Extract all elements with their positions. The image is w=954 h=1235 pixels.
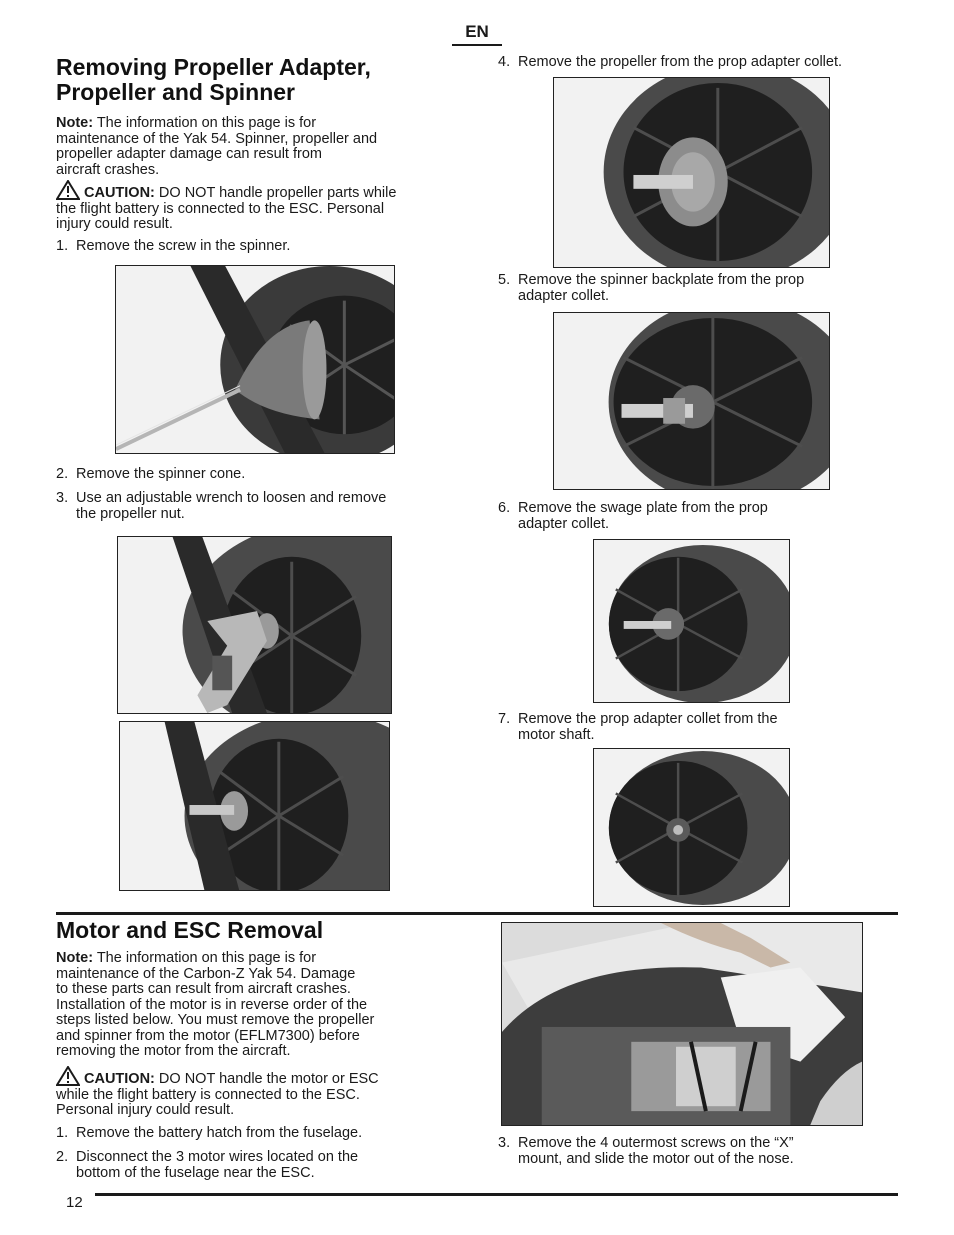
photo-collet-removed <box>593 748 790 907</box>
step-3: 3. Use an adjustable wrench to loosen and remove the propeller nut. <box>56 490 387 522</box>
section1-title <box>56 55 371 105</box>
photo-prop-nut-removed <box>119 721 390 891</box>
section-divider <box>56 912 898 915</box>
step-1: 1. Remove the screw in the spinner. <box>56 238 291 254</box>
section1-title-line2: Propeller and Spinner <box>56 79 295 105</box>
warning-triangle-icon <box>56 180 80 200</box>
page-number: 12 <box>66 1194 83 1211</box>
motor-step-2: 2. Disconnect the 3 motor wires located on the bottom of the fuselage near the ESC. <box>56 1149 359 1181</box>
language-tag: EN <box>452 22 502 46</box>
motor-step-1: 1. Remove the battery hatch from the fuselage. <box>56 1125 363 1141</box>
step-7: 7. Remove the prop adapter collet from the motor shaft. <box>498 711 778 743</box>
section2-title: Motor and ESC Removal <box>56 917 324 943</box>
step-6: 6. Remove the swage plate from the prop adapter collet. <box>498 500 768 532</box>
step-4: 4. Remove the propeller from the prop adapter collet. <box>498 54 843 70</box>
warning-triangle-icon <box>56 1066 80 1086</box>
motor-step-3: 3. Remove the 4 outermost screws on the “X” mount, and slide the motor out of the nose. <box>498 1135 794 1167</box>
photo-backplate-removed <box>553 312 830 490</box>
section2-note: Note: The information on this page is for maintenance of the Carbon-Z Yak 54. Damage to these parts can result from aircraft crashes. Installation of the motor is in reverse order of the steps listed below. You must remove the propeller and spinner from the motor (EFLM7300) before removing the motor from the aircraft. <box>56 950 375 1059</box>
step-2: 2. Remove the spinner cone. <box>56 466 246 482</box>
footer-rule <box>95 1193 898 1196</box>
section2-caution: CAUTION: DO NOT handle the motor or ESC while the flight battery is connected to the ESC. Personal injury could result. <box>56 1066 476 1119</box>
section1-title-line1: Removing Propeller Adapter, <box>56 54 371 80</box>
photo-wrench-prop-nut <box>117 536 392 714</box>
step-5: 5. Remove the spinner backplate from the prop adapter collet. <box>498 272 805 304</box>
photo-swage-plate-removed <box>593 539 790 703</box>
photo-spinner-screw <box>115 265 395 454</box>
section1-caution: CAUTION: DO NOT handle propeller parts while the flight battery is connected to the ESC. Personal injury could result. <box>56 180 456 233</box>
photo-battery-hatch <box>501 922 863 1126</box>
section1-note: Note: The information on this page is for maintenance of the Yak 54. Spinner, propeller and propeller adapter damage can result from aircraft crashes. <box>56 115 378 178</box>
photo-propeller-removed <box>553 77 830 268</box>
